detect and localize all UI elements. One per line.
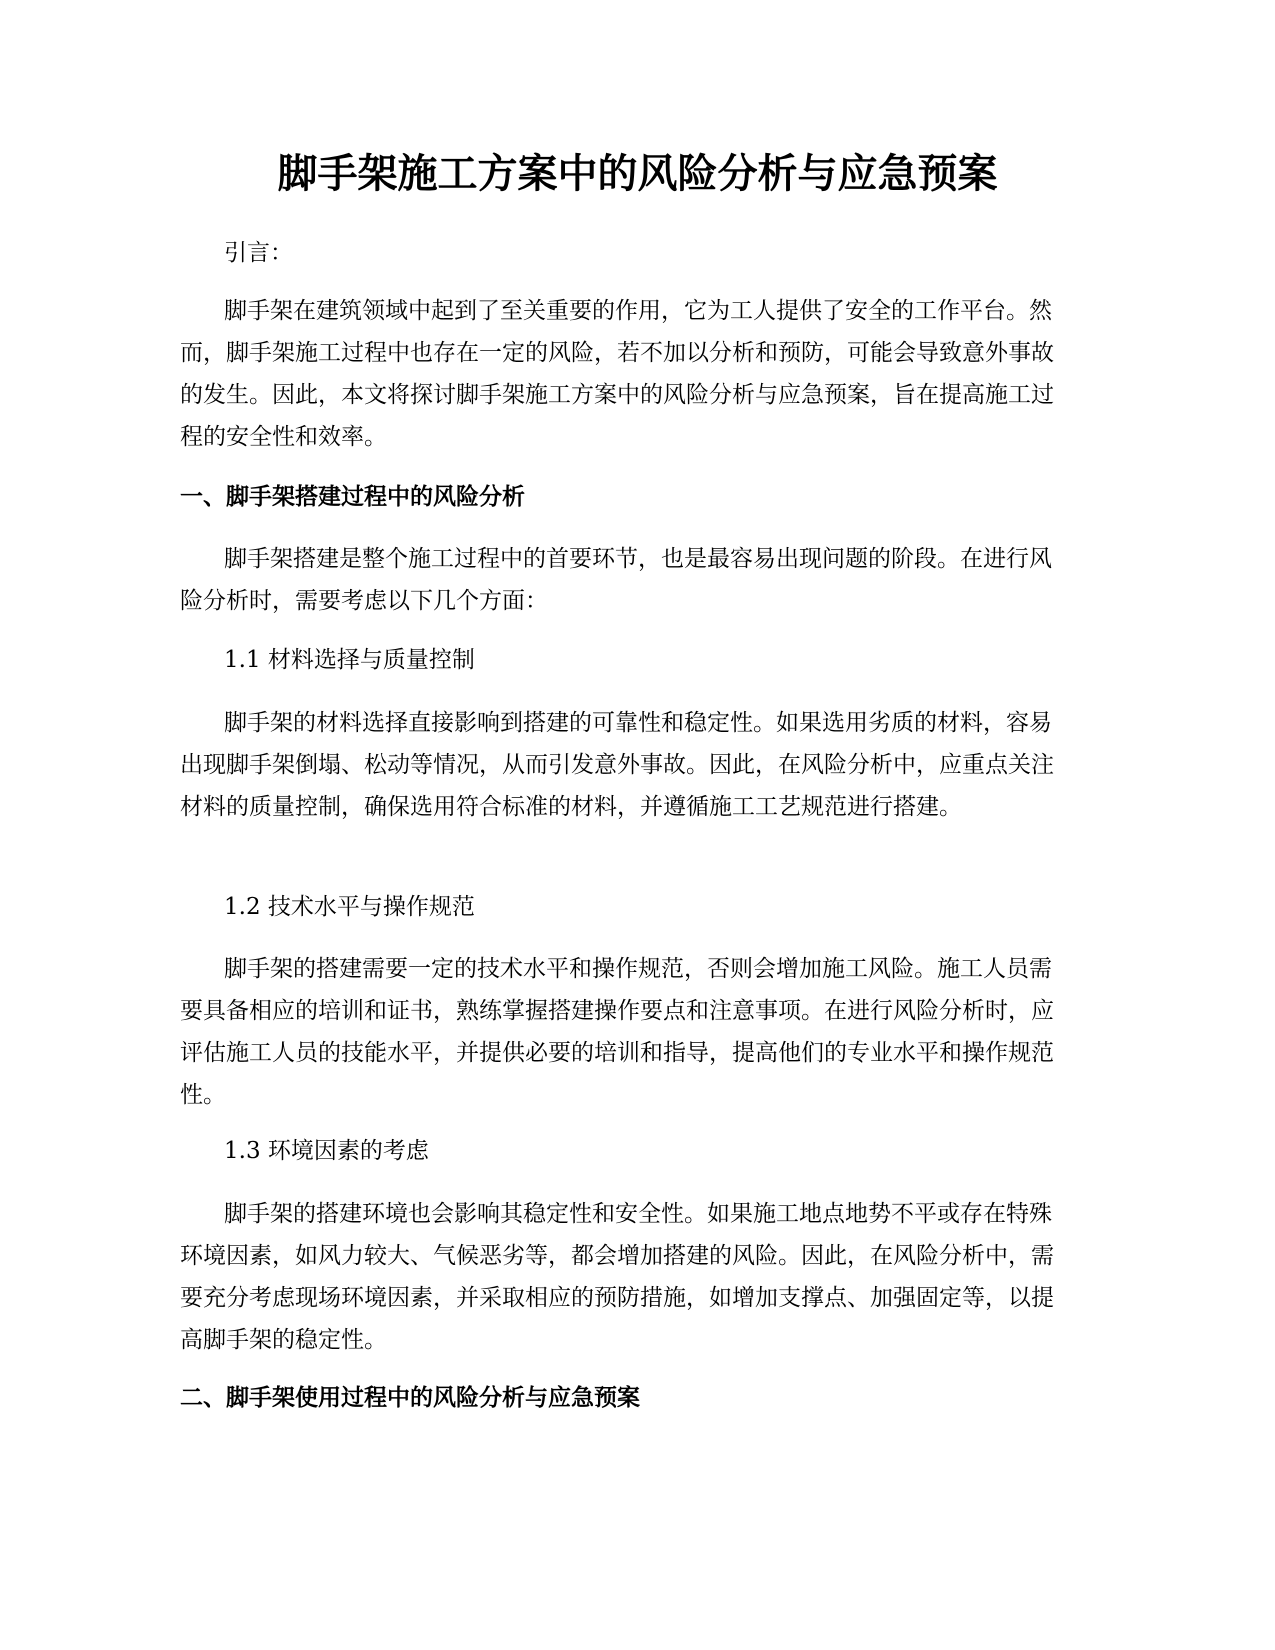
subsection-1-1-heading: 1.1 材料选择与质量控制 xyxy=(224,647,475,673)
section-1-intro-paragraph: 脚手架搭建是整个施工过程中的首要环节，也是最容易出现问题的阶段。在进行风险分析时，需要考虑以下几个方面： xyxy=(180,546,1052,614)
intro-label: 引言： xyxy=(224,240,293,266)
intro-paragraph: 脚手架在建筑领域中起到了至关重要的作用，它为工人提供了安全的工作平台。然而，脚手架施工过程中也存在一定的风险，若不加以分析和预防，可能会导致意外事故的发生。因此，本文将探讨脚手架施工方案中的风险分析与应急预案，旨在提高施工过程的安全性和效率。 xyxy=(180,298,1054,450)
section-1-heading: 一、脚手架搭建过程中的风险分析 xyxy=(180,484,525,510)
document-title: 脚手架施工方案中的风险分析与应急预案 xyxy=(277,151,998,197)
subsection-1-3-heading: 1.3 环境因素的考虑 xyxy=(224,1138,429,1164)
subsection-1-1-paragraph: 脚手架的材料选择直接影响到搭建的可靠性和稳定性。如果选用劣质的材料，容易出现脚手架倒塌、松动等情况，从而引发意外事故。因此，在风险分析中，应重点关注材料的质量控制，确保选用符合标准的材料，并遵循施工工艺规范进行搭建。 xyxy=(180,710,1054,820)
section-2-heading: 二、脚手架使用过程中的风险分析与应急预案 xyxy=(180,1385,640,1411)
subsection-1-3-paragraph: 脚手架的搭建环境也会影响其稳定性和安全性。如果施工地点地势不平或存在特殊环境因素，如风力较大、气候恶劣等，都会增加搭建的风险。因此，在风险分析中，需要充分考虑现场环境因素，并采取相应的预防措施，如增加支撑点、加强固定等，以提高脚手架的稳定性。 xyxy=(180,1201,1054,1353)
subsection-1-2-paragraph: 脚手架的搭建需要一定的技术水平和操作规范，否则会增加施工风险。施工人员需要具备相应的培训和证书，熟练掌握搭建操作要点和注意事项。在进行风险分析时，应评估施工人员的技能水平，并提供必要的培训和指导，提高他们的专业水平和操作规范性。 xyxy=(180,956,1054,1108)
subsection-1-2-heading: 1.2 技术水平与操作规范 xyxy=(224,894,475,920)
